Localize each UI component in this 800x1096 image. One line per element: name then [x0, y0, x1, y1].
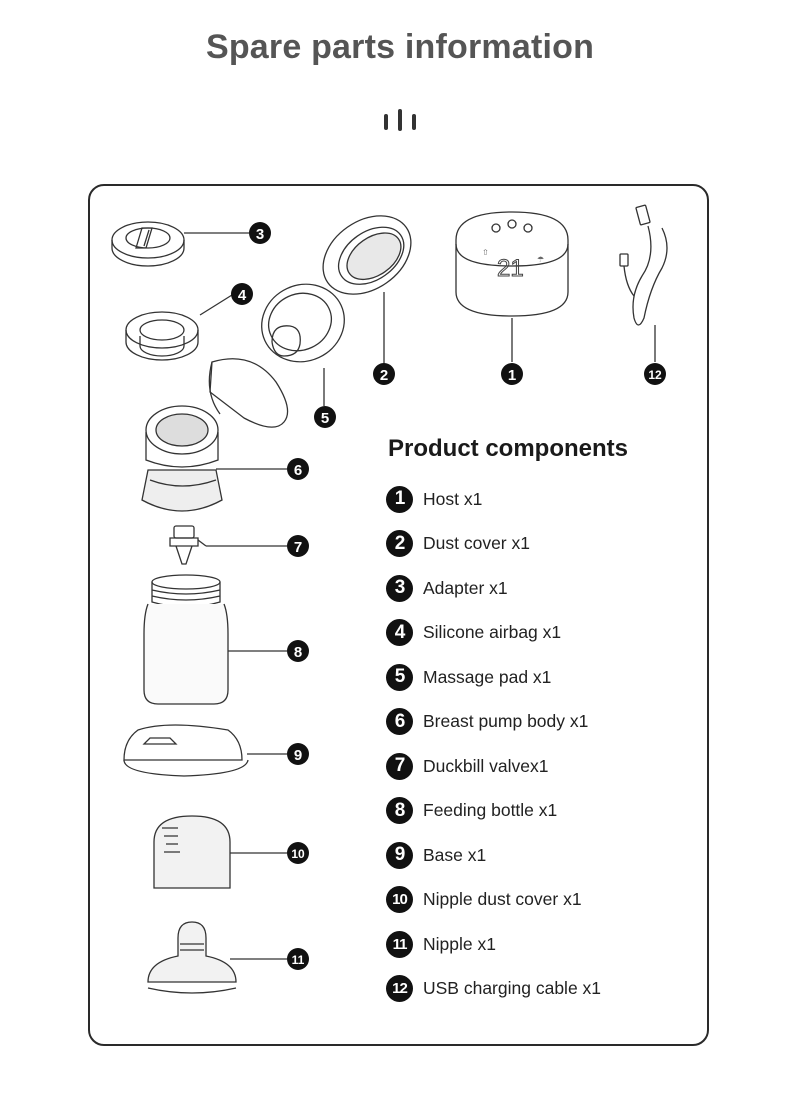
svg-text:⇧: ⇧ [482, 248, 489, 257]
svg-text:1: 1 [507, 367, 517, 384]
component-label: Adapter x1 [423, 577, 508, 598]
number-badge: 10 [386, 886, 413, 913]
component-item-feeding-bottle [386, 789, 601, 834]
adapter-illustration [112, 222, 184, 266]
silicone-airbag-illustration [126, 312, 198, 360]
number-badge: 12 [386, 975, 413, 1002]
component-item-silicone-airbag [386, 611, 601, 656]
svg-text:10: 10 [291, 847, 305, 861]
page-title: Spare parts information [205, 28, 595, 66]
svg-text:☂: ☂ [537, 255, 545, 264]
component-item-massage-pad [386, 655, 601, 700]
component-item-nipple [386, 922, 601, 967]
component-label: Silicone airbag x1 [423, 622, 562, 643]
number-badge: 2 [386, 530, 413, 557]
component-item-duckbill-valve [386, 744, 601, 789]
svg-text:8: 8 [293, 644, 303, 661]
host-display-text: 21 [497, 255, 524, 282]
component-label: USB charging cable x1 [423, 978, 602, 999]
number-badge: 1 [386, 486, 413, 513]
callout-badge-9 [287, 743, 309, 765]
usb-cable-illustration [620, 205, 667, 325]
component-label: Nipple x1 [423, 933, 496, 954]
callout-badge-4 [231, 283, 253, 305]
component-label: Dust cover x1 [423, 533, 530, 554]
nipple-dust-cover-illustration [154, 816, 230, 888]
svg-text:12: 12 [648, 368, 662, 382]
callout-badge-7 [287, 535, 309, 557]
duckbill-valve-illustration [170, 526, 206, 564]
component-label: Host x1 [423, 488, 483, 509]
callout-badge-12 [644, 363, 666, 385]
number-badge: 6 [386, 708, 413, 735]
dust-cover-illustration [308, 200, 426, 311]
svg-text:9: 9 [293, 747, 303, 764]
callout-badge-3 [249, 222, 271, 244]
number-badge: 7 [386, 753, 413, 780]
component-item-nipple-dust-cover [386, 878, 601, 923]
component-item-breast-pump-body [386, 700, 601, 745]
svg-text:5: 5 [320, 410, 330, 427]
svg-text:3: 3 [255, 226, 265, 243]
svg-text:6: 6 [293, 462, 303, 479]
callout-badge-2 [373, 363, 395, 385]
component-item-host [386, 477, 601, 522]
number-badge: 9 [386, 842, 413, 869]
component-item-dust-cover [386, 522, 601, 567]
component-label: Breast pump body x1 [423, 711, 589, 732]
breast-pump-body-illustration [142, 359, 288, 511]
components-list [386, 477, 601, 1011]
svg-text:7: 7 [293, 539, 303, 556]
component-label: Nipple dust cover x1 [423, 889, 582, 910]
callout-badge-8 [287, 640, 309, 662]
callout-badge-6 [287, 458, 309, 480]
number-badge: 3 [386, 575, 413, 602]
number-badge: 5 [386, 664, 413, 691]
nipple-illustration [148, 922, 236, 993]
base-illustration [124, 725, 248, 776]
component-item-adapter [386, 566, 601, 611]
components-heading: Product components [388, 435, 629, 462]
number-badge: 11 [386, 931, 413, 958]
number-badge: 4 [386, 619, 413, 646]
svg-text:2: 2 [379, 367, 389, 384]
host-illustration [456, 212, 568, 316]
callout-badge-10 [287, 842, 309, 864]
component-label: Massage pad x1 [423, 666, 552, 687]
component-label: Base x1 [423, 844, 487, 865]
svg-text:11: 11 [291, 953, 305, 967]
component-label: Duckbill valvex1 [423, 755, 549, 776]
feeding-bottle-illustration [144, 575, 228, 704]
component-item-usb-cable [386, 967, 601, 1012]
component-item-base [386, 833, 601, 878]
component-label: Feeding bottle x1 [423, 800, 558, 821]
callout-badge-11 [287, 948, 309, 970]
callout-badge-5 [314, 406, 336, 428]
massage-pad-illustration [249, 271, 357, 375]
number-badge: 8 [386, 797, 413, 824]
svg-text:4: 4 [237, 287, 247, 304]
callout-badge-1 [501, 363, 523, 385]
